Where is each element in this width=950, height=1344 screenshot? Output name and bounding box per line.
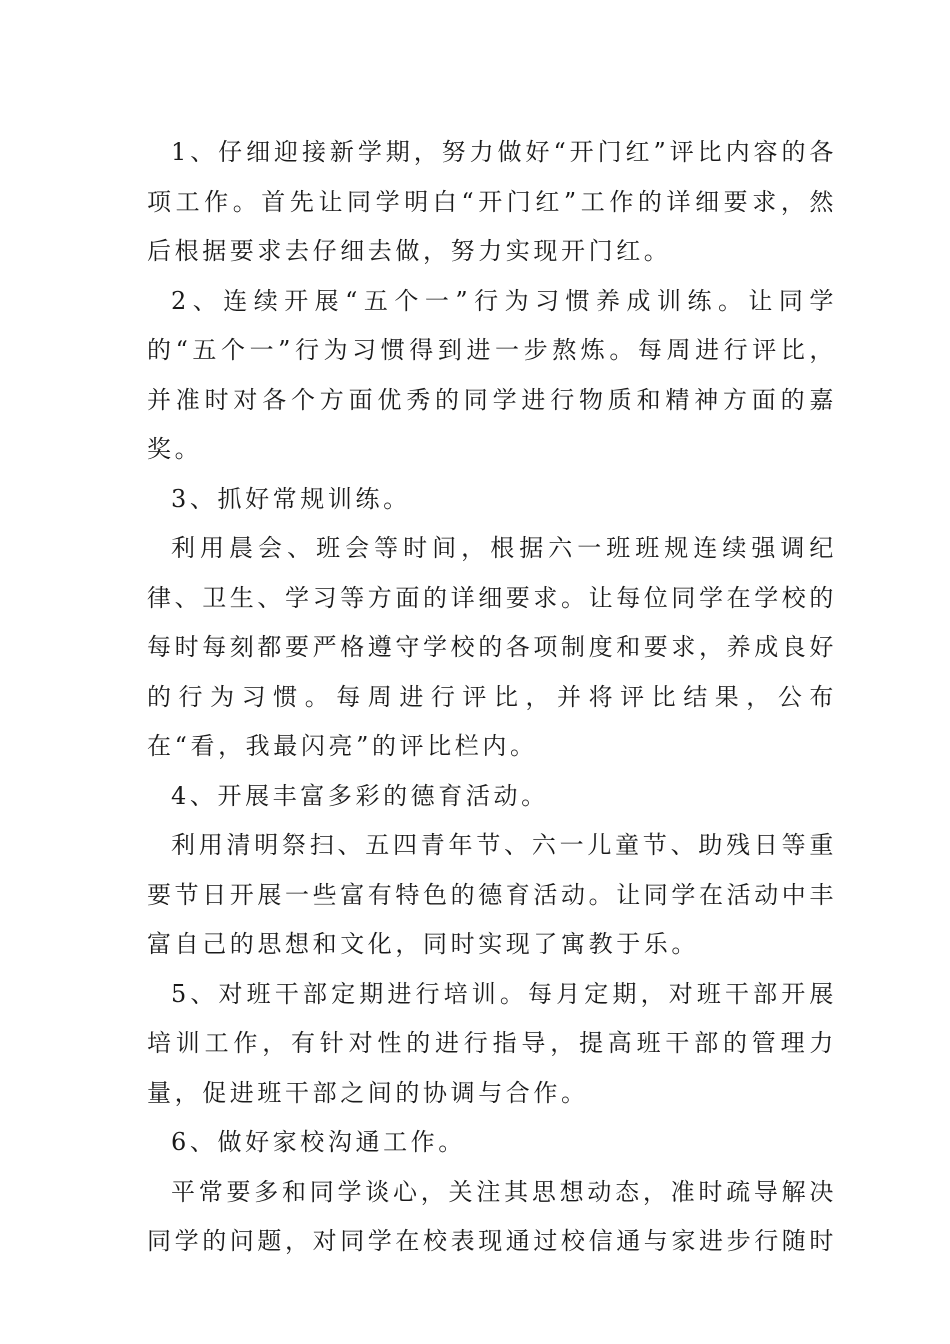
paragraph-4: 利用晨会、班会等时间，根据六一班班规连续强调纪律、卫生、学习等方面的详细要求。让每位同学在学校的每时每刻都要严格遵守学校的各项制度和要求，养成良好的行为习惯。每周进行评比，并将评比结果，公布在“看，我最闪亮”的评比栏内。 — [147, 534, 837, 760]
paragraph-6: 利用清明祭扫、五四青年节、六一儿童节、助残日等重要节日开展一些富有特色的德育活动。让同学在活动中丰富自己的思想和文化，同时实现了寓教于乐。 — [147, 831, 837, 958]
paragraph-9: 平常要多和同学谈心，关注其思想动态，准时疏导解决同学的问题，对同学在校表现通过校信通与家进步行随时 — [147, 1177, 837, 1255]
paragraph-2: 2、连续开展“五个一”行为习惯养成训练。让同学的“五个一”行为习惯得到进一步熬炼。每周进行评比，并准时对各个方面优秀的同学进行物质和精神方面的嘉奖。 — [147, 286, 837, 463]
paragraph-7: 5、对班干部定期进行培训。每月定期，对班干部开展培训工作，有针对性的进行指导，提高班干部的管理力量，促进班干部之间的协调与合作。 — [147, 979, 837, 1107]
document-body — [147, 128, 837, 1267]
paragraph-5-heading: 4、开展丰富多彩的德育活动。 — [171, 781, 549, 810]
paragraph-8-heading: 6、做好家校沟通工作。 — [171, 1128, 466, 1156]
paragraph-3-heading: 3、抓好常规训练。 — [171, 484, 411, 513]
paragraph-1: 1、仔细迎接新学期，努力做好“开门红”评比内容的各项工作。首先让同学明白“开门红”工作的详细要求，然后根据要求去仔细去做，努力实现开门红。 — [147, 138, 837, 265]
